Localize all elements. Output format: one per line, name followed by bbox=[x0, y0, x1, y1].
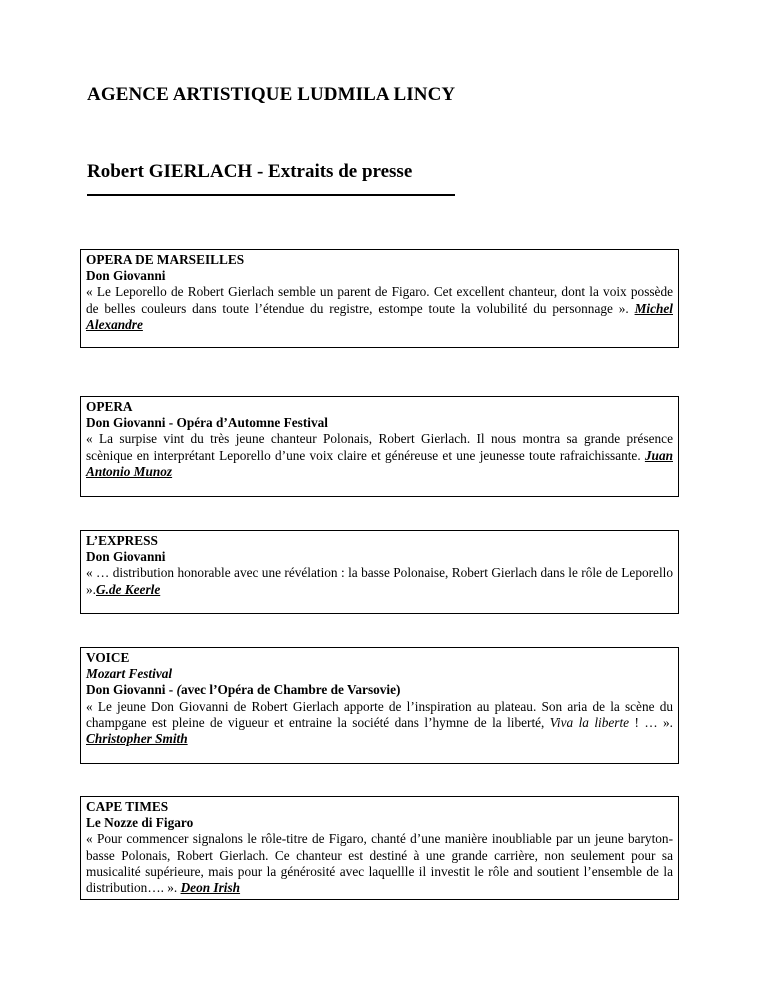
work-title-paren: ( bbox=[176, 682, 181, 698]
quote-italic: Viva la liberte bbox=[549, 714, 630, 730]
review-box-marseilles bbox=[80, 249, 679, 348]
review-box-voice bbox=[80, 647, 679, 764]
publication-name: CAPE TIMES bbox=[86, 799, 169, 814]
review-quote bbox=[86, 431, 673, 480]
review-quote bbox=[86, 284, 673, 333]
review-author: G.de Keerle bbox=[95, 581, 161, 597]
review-author: Juan Antonio Munoz bbox=[86, 447, 673, 479]
review-author: Christopher Smith bbox=[86, 731, 188, 747]
agency-name: AGENCE ARTISTIQUE LUDMILA LINCY bbox=[87, 84, 456, 105]
work-title-detail: avec l’Opéra de Chambre de Varsovie) bbox=[180, 682, 401, 698]
quote-text: « Le jeune Don Giovanni de Robert Gierlach apporte de l’inspiration au plateau. Son aria de la scène du champgane est pleine de vigueur et entraine la société dans l’hymne de la liberté, bbox=[86, 698, 673, 730]
review-box-opera bbox=[80, 396, 679, 497]
publication-name: OPERA DE MARSEILLES bbox=[86, 252, 245, 267]
work-title: Don Giovanni bbox=[86, 549, 166, 565]
review-box-cape-times bbox=[80, 796, 679, 900]
quote-text: « La surpise vint du très jeune chanteur Polonais, Robert Gierlach. Il nous montra sa grande présence scènique en interprétant Leporello d’une voix claire et généreuse et une jeunesse toute rafraichissante. bbox=[86, 431, 673, 463]
quote-text: « Pour commencer signalons le rôle-titre de Figaro, chanté d’une manière inoubliable par un jeune baryton-basse Polonais, Robert Gierlach. Ce chanteur est destiné à une grande carrière, non seulement pour sa musicalité supérieure, mais pour la générosité avec laquellle il investit le rôle and soutient l’ensemble de la distribution…. ». bbox=[86, 831, 673, 896]
work-title: Le Nozze di Figaro bbox=[86, 815, 194, 831]
review-author: Deon Irish bbox=[180, 880, 241, 896]
publication-name: L’EXPRESS bbox=[86, 533, 158, 548]
review-quote bbox=[86, 565, 673, 597]
work-title: Don Giovanni bbox=[86, 268, 166, 284]
review-quote bbox=[86, 831, 673, 896]
review-box-express bbox=[80, 530, 679, 614]
title-underline bbox=[87, 194, 455, 196]
work-title: Don Giovanni - Opéra d’Automne Festival bbox=[86, 415, 328, 431]
quote-text: « Le Leporello de Robert Gierlach semble un parent de Figaro. Cet excellent chanteur, dont la voix possède de belles couleurs dans toute l’étendue du registre, estompe toute la volubilité du personnage ». bbox=[86, 284, 673, 316]
quote-text: « … distribution honorable avec une révélation : la basse Polonaise, Robert Gierlach dans le rôle de Leporello ». bbox=[86, 565, 673, 597]
work-title bbox=[86, 682, 673, 698]
festival-name: Mozart Festival bbox=[86, 666, 173, 682]
page-title: Robert GIERLACH - Extraits de presse bbox=[87, 161, 413, 182]
quote-end: ! … ». bbox=[629, 714, 673, 730]
review-quote bbox=[86, 699, 673, 748]
work-title-main: Don Giovanni - bbox=[86, 682, 177, 698]
publication-name: OPERA bbox=[86, 399, 133, 414]
review-author: Michel Alexandre bbox=[86, 300, 673, 332]
publication-name: VOICE bbox=[86, 650, 130, 665]
